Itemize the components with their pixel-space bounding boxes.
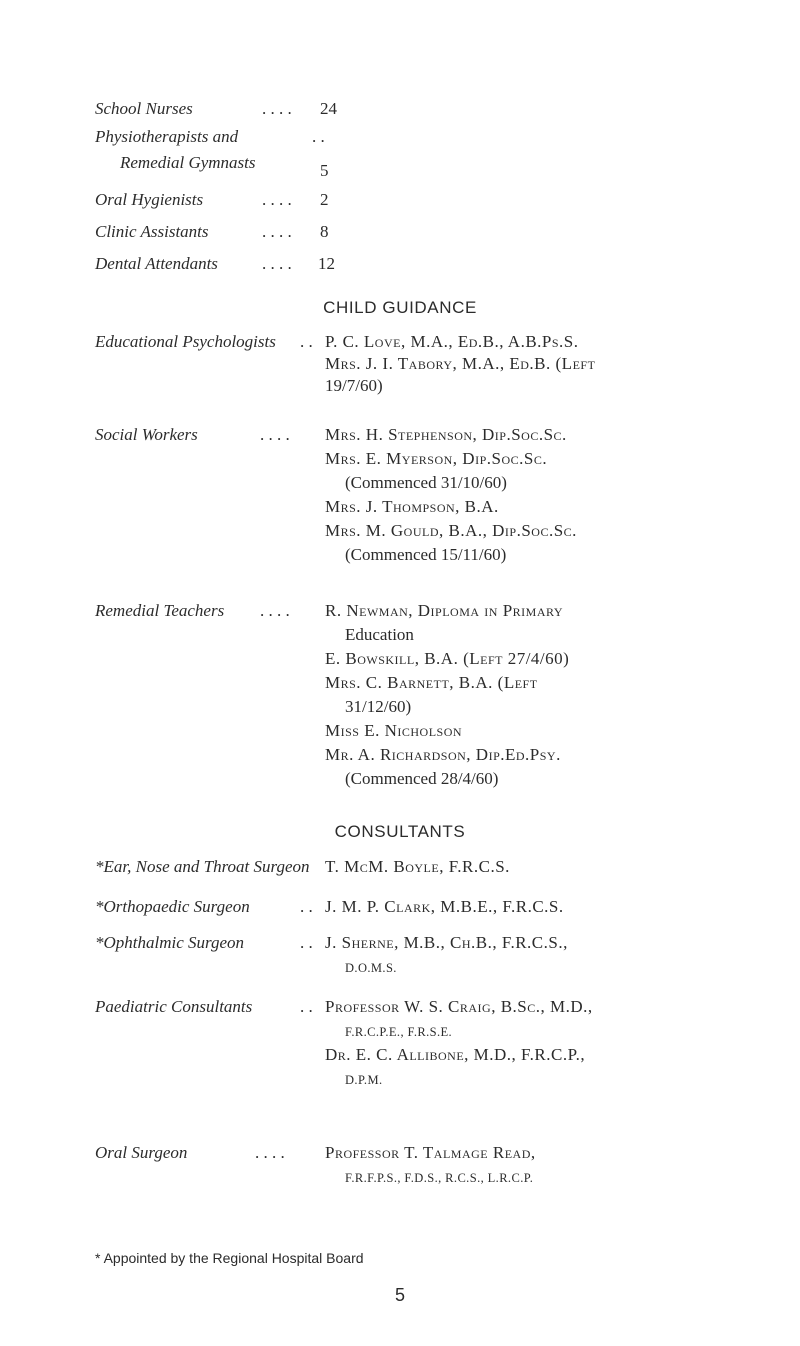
staff-entry: 19/7/60) — [325, 376, 383, 395]
staff-dots: . . — [312, 127, 325, 146]
page-number: 5 — [394, 1285, 405, 1305]
ent-surgeon-label: *Ear, Nose and Throat Surgeon — [95, 857, 310, 876]
staff-label-oral-hygienists: Oral Hygienists — [95, 190, 204, 209]
staff-label-dental-attendants: Dental Attendants — [95, 254, 218, 273]
staff-entry: Mrs. H. Stephenson, Dip.Soc.Sc. — [325, 425, 567, 444]
consultant-entry: J. M. P. Clark, M.B.E., F.R.C.S. — [325, 897, 564, 916]
label-dots: . . — [300, 933, 313, 952]
educational-psychologists-label: Educational Psychologists — [95, 332, 276, 351]
footnote: * Appointed by the Regional Hospital Board — [95, 1250, 364, 1266]
consultant-entry: D.O.M.S. — [345, 961, 397, 975]
staff-count-school-nurses: 24 — [320, 99, 337, 118]
child-guidance-heading: CHILD GUIDANCE — [323, 298, 477, 317]
staff-entry: E. Bowskill, B.A. (Left 27/4/60) — [325, 649, 570, 668]
staff-label-remedial-gymnasts: Remedial Gymnasts — [120, 153, 256, 172]
consultant-entry: Professor W. S. Craig, B.Sc., M.D., — [325, 997, 593, 1016]
staff-entry: (Commenced 28/4/60) — [345, 769, 499, 788]
consultants-heading: CONSULTANTS — [334, 822, 466, 841]
remedial-teachers-label: Remedial Teachers — [95, 601, 225, 620]
label-dots: . . — [300, 897, 313, 916]
staff-dots: . . . . — [262, 254, 292, 273]
staff-entry: Education — [345, 625, 414, 644]
staff-count-oral-hygienists: 2 — [320, 190, 329, 209]
staff-label-school-nurses: School Nurses — [95, 99, 193, 118]
staff-entry: Mrs. M. Gould, B.A., Dip.Soc.Sc. — [325, 521, 577, 540]
consultant-entry: F.R.F.P.S., F.D.S., R.C.S., L.R.C.P. — [345, 1171, 534, 1185]
staff-dots: . . . . — [262, 99, 292, 118]
consultant-entry: T. McM. Boyle, F.R.C.S. — [325, 857, 510, 876]
staff-entry: Mrs. J. Thompson, B.A. — [325, 497, 499, 516]
orthopaedic-surgeon-label: *Orthopaedic Surgeon — [95, 897, 250, 916]
staff-count-remedial-gymnasts: 5 — [320, 161, 329, 180]
paediatric-consultants-label: Paediatric Consultants — [95, 997, 253, 1016]
staff-entry: Mr. A. Richardson, Dip.Ed.Psy. — [325, 745, 561, 764]
staff-count-clinic-assistants: 8 — [320, 222, 329, 241]
staff-label-clinic-assistants: Clinic Assistants — [95, 222, 209, 241]
consultant-entry: D.P.M. — [345, 1073, 383, 1087]
staff-label-physiotherapists: Physiotherapists and — [95, 127, 239, 146]
label-dots: . . . . — [260, 601, 290, 620]
staff-dots: . . . . — [262, 222, 292, 241]
staff-dots: . . . . — [262, 190, 292, 209]
staff-entry: (Commenced 15/11/60) — [345, 545, 507, 564]
consultant-entry: J. Sherne, M.B., Ch.B., F.R.C.S., — [325, 933, 568, 952]
consultant-entry: Professor T. Talmage Read, — [325, 1143, 536, 1162]
staff-entry: P. C. Love, M.A., Ed.B., A.B.Ps.S. — [325, 332, 579, 351]
oral-surgeon-label: Oral Surgeon — [95, 1143, 188, 1162]
staff-entry: Mrs. C. Barnett, B.A. (Left — [325, 673, 538, 692]
label-dots: . . — [300, 332, 313, 351]
staff-entry: R. Newman, Diploma in Primary — [325, 601, 564, 620]
staff-entry: Miss E. Nicholson — [325, 721, 463, 740]
label-dots: . . — [300, 997, 313, 1016]
social-workers-label: Social Workers — [95, 425, 198, 444]
staff-entry: Mrs. E. Myerson, Dip.Soc.Sc. — [325, 449, 548, 468]
consultant-entry: F.R.C.P.E., F.R.S.E. — [345, 1025, 453, 1039]
staff-entry: Mrs. J. I. Tabory, M.A., Ed.B. (Left — [325, 354, 596, 373]
staff-entry: (Commenced 31/10/60) — [345, 473, 507, 492]
label-dots: . . . . — [260, 425, 290, 444]
consultant-entry: Dr. E. C. Allibone, M.D., F.R.C.P., — [325, 1045, 586, 1064]
staff-entry: 31/12/60) — [345, 697, 412, 716]
label-dots: . . . . — [255, 1143, 285, 1162]
staff-count-dental-attendants: 12 — [318, 254, 335, 273]
ophthalmic-surgeon-label: *Ophthalmic Surgeon — [95, 933, 245, 952]
